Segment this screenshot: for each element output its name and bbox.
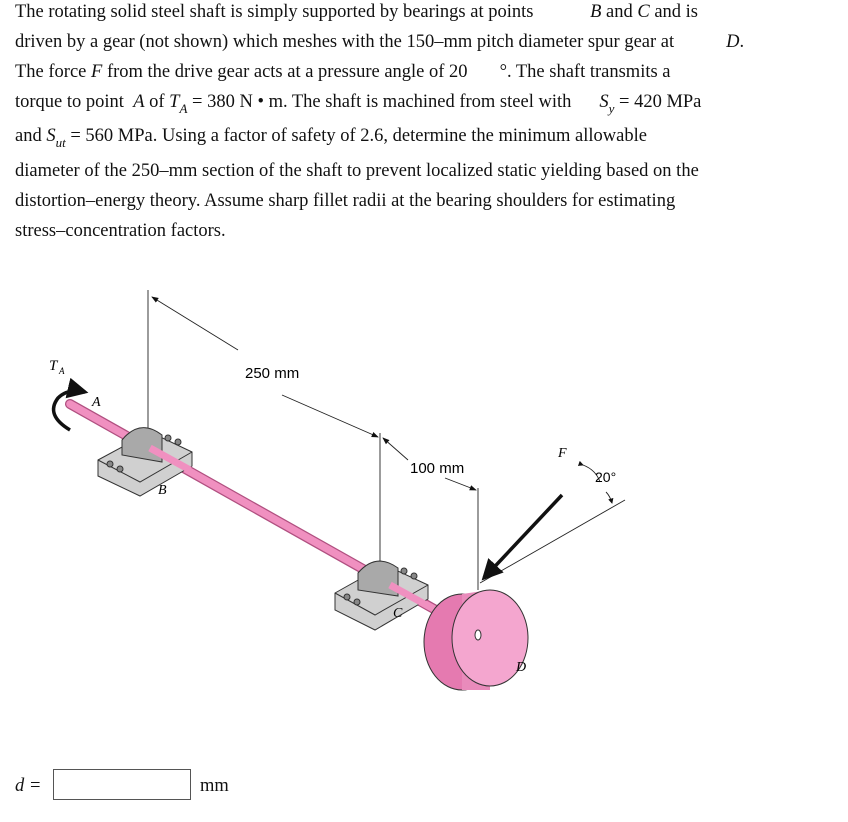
pressure-angle: 20° [595, 469, 617, 485]
answer-label: d = [15, 776, 42, 796]
point-b-label: B [158, 483, 167, 498]
problem-line-8: stress–concentration factors. [15, 221, 226, 241]
answer-unit: mm [200, 776, 229, 796]
bearing-b [98, 428, 192, 496]
torque-sub: A [59, 366, 65, 376]
point-c-label: C [393, 606, 403, 621]
spur-gear-d [424, 590, 528, 690]
diameter-answer-input[interactable] [53, 769, 191, 800]
point-a-label: A [92, 395, 101, 410]
problem-line-5: and $S_{ut} = 560$ MPa. Using a factor of safety of 2.6, determine the minimum allowable [15, 126, 647, 150]
problem-line-4: torque to point A of $T_A = 380$ N • m. The shaft is machined from steel with $S_y = 420$ MPa [15, 92, 702, 116]
problem-line-6: diameter of the 250–mm section of the shaft to prevent localized static yielding based on the [15, 161, 699, 181]
dimension-lines [148, 290, 625, 590]
dimension-100: 100 mm [410, 460, 465, 477]
dimension-250: 250 mm [245, 365, 300, 382]
point-d-label: D [516, 660, 527, 675]
problem-line-3: The force F from the drive gear acts at a pressure angle of 20 °. The shaft transmits a [15, 62, 671, 82]
force-arrow [484, 495, 562, 578]
force-label: F [558, 446, 567, 461]
problem-line-1: The rotating solid steel shaft is simply supported by bearings at points B and C and is [15, 2, 699, 22]
bearing-c [335, 561, 430, 630]
problem-line-2: driven by a gear (not shown) which meshes with the 150–mm pitch diameter spur gear at D. [15, 32, 745, 52]
problem-line-7: distortion–energy theory. Assume sharp fillet radii at the bearing shoulders for estimating [15, 191, 676, 211]
torque-label: T [49, 358, 58, 374]
